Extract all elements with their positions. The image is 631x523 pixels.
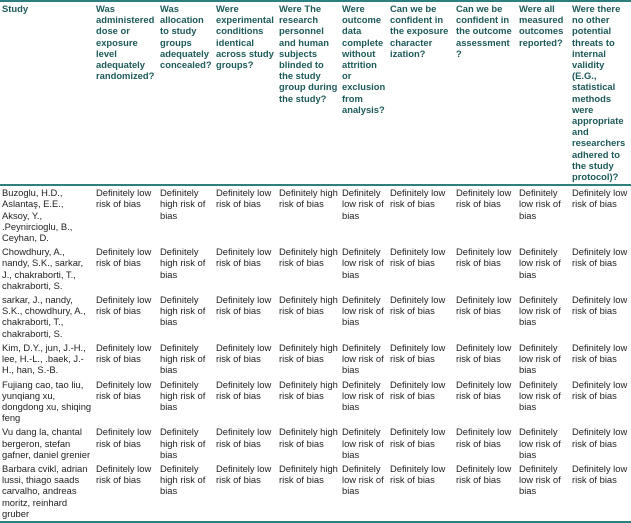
cell-rating: Definitely high risk of bias [160, 426, 206, 460]
cell-rating: Definitely low risk of bias [96, 378, 152, 401]
cell-rating: Definitely low risk of bias [216, 426, 272, 449]
cell-rating: Definitely low risk of bias [216, 462, 272, 486]
cell-rating: Definitely low risk of bias [572, 462, 628, 486]
header-exposure: Can we be confident in the exposure character ization? [390, 3, 449, 59]
cell-rating: Definitely low risk of bias [456, 426, 512, 449]
cell-rating: Definitely high risk of bias [160, 341, 206, 376]
header-outcomes-reported: Were all measured outcomes reported? [519, 3, 564, 48]
cell-rating: Definitely low risk of bias [96, 462, 152, 486]
cell-rating: Definitely low risk of bias [390, 426, 446, 449]
cell-study: Chowdhury, A., nandy, S.K., sarkar, J., chakraborti, T., chakraborti, S. [2, 246, 84, 291]
cell-rating: Definitely low risk of bias [456, 294, 512, 317]
header-blinding: Were The research personnel and human subjects blinded to the study group during the study? [279, 3, 338, 104]
cell-rating: Definitely low risk of bias [342, 246, 384, 280]
cell-rating: Definitely low risk of bias [456, 462, 512, 486]
cell-study: Vu dang la, chantal bergeron, stefan gafner, daniel grenier [2, 426, 91, 460]
header-row [0, 1, 631, 185]
cell-study: Buzoglu, H.D., Aslantaş, E.E., Aksoy, Y., .Peynircioglu, B., Ceyhan, D. [2, 187, 73, 244]
cell-rating: Definitely high risk of bias [279, 246, 338, 269]
cell-study: Barbara cvikl, adrian lussi, thiago saads carvalho, andreas moritz, reinhard gruber [2, 462, 88, 519]
header-allocation: Was allocation to study groups adequately concealed? [160, 3, 212, 71]
cell-rating: Definitely low risk of bias [572, 341, 628, 365]
header-other-threats: Were there no other potential threats to internal validity (E.G., statistical methods were appropriate and researchers adhered to the study protocol)? [572, 3, 626, 183]
cell-rating: Definitely low risk of bias [342, 462, 384, 497]
cell-rating: Definitely low risk of bias [216, 378, 272, 401]
cell-rating: Definitely low risk of bias [96, 426, 152, 449]
cell-rating: Definitely low risk of bias [572, 294, 628, 317]
cell-rating: Definitely low risk of bias [456, 246, 512, 269]
cell-rating: Definitely low risk of bias [216, 246, 272, 269]
cell-rating: Definitely low risk of bias [519, 246, 561, 280]
cell-rating: Definitely low risk of bias [390, 187, 446, 210]
cell-rating: Definitely low risk of bias [342, 378, 384, 412]
cell-rating: Definitely low risk of bias [519, 462, 561, 497]
header-outcome-assessment: Can we be confident in the outcome assessment? [456, 3, 512, 59]
table-header [0, 1, 631, 185]
cell-rating: Definitely low risk of bias [390, 246, 446, 269]
table-row [0, 293, 631, 341]
table-row [0, 378, 631, 426]
cell-rating: Definitely low risk of bias [456, 341, 512, 365]
cell-rating: Definitely low risk of bias [572, 187, 628, 210]
table-row [0, 425, 631, 462]
cell-rating: Definitely high risk of bias [160, 294, 206, 328]
cell-rating: Definitely high risk of bias [279, 341, 338, 365]
header-conditions: Were experimental conditions identical across study groups? [216, 3, 274, 71]
cell-rating: Definitely low risk of bias [456, 187, 512, 210]
table-row [0, 341, 631, 378]
cell-rating: Definitely low risk of bias [519, 426, 561, 460]
cell-rating: Definitely low risk of bias [216, 294, 272, 317]
table-row [0, 462, 631, 522]
cell-rating: Definitely low risk of bias [390, 462, 446, 486]
cell-rating: Definitely high risk of bias [279, 187, 338, 210]
cell-rating: Definitely low risk of bias [519, 294, 561, 328]
cell-rating: Definitely low risk of bias [96, 246, 152, 269]
cell-study: sarkar, J., nandy, S.K., chowdhury, A., chakraborti, T., chakraborti, S. [2, 294, 86, 339]
header-randomization: Was administered dose or exposure level adequately randomized? [96, 3, 155, 82]
header-study: Study [2, 3, 29, 14]
cell-rating: Definitely low risk of bias [519, 187, 561, 221]
cell-rating: Definitely high risk of bias [160, 462, 206, 497]
cell-study: Kim, D.Y., jun, J.-H., lee, H.-L., .baek, J.-H., han, S.-B. [2, 341, 86, 376]
cell-rating: Definitely low risk of bias [342, 294, 384, 328]
cell-rating: Definitely low risk of bias [342, 187, 384, 221]
cell-rating: Definitely low risk of bias [96, 341, 152, 365]
cell-rating: Definitely low risk of bias [519, 378, 561, 412]
cell-rating: Definitely high risk of bias [279, 426, 338, 449]
cell-rating: Definitely low risk of bias [96, 187, 152, 210]
cell-rating: Definitely low risk of bias [456, 378, 512, 401]
cell-rating: Definitely low risk of bias [390, 341, 446, 365]
cell-rating: Definitely high risk of bias [279, 294, 338, 317]
cell-rating: Definitely high risk of bias [160, 378, 206, 412]
cell-rating: Definitely high risk of bias [160, 246, 206, 280]
table-row [0, 245, 631, 293]
header-outcome-data: Were outcome data complete without attrition or exclusion from analysis? [342, 3, 386, 115]
cell-rating: Definitely low risk of bias [342, 426, 384, 460]
cell-rating: Definitely high risk of bias [160, 187, 206, 221]
cell-rating: Definitely low risk of bias [390, 294, 446, 317]
cell-rating: Definitely low risk of bias [96, 294, 152, 317]
cell-rating: Definitely low risk of bias [519, 341, 561, 376]
cell-rating: Definitely low risk of bias [342, 341, 384, 376]
table-body [0, 185, 631, 522]
cell-rating: Definitely high risk of bias [279, 462, 338, 486]
cell-rating: Definitely low risk of bias [216, 341, 272, 365]
cell-rating: Definitely low risk of bias [572, 378, 628, 401]
cell-rating: Definitely low risk of bias [216, 187, 272, 210]
cell-rating: Definitely low risk of bias [572, 426, 628, 449]
cell-rating: Definitely low risk of bias [572, 246, 628, 269]
cell-rating: Definitely high risk of bias [279, 378, 338, 401]
cell-study: Fujiang cao, tao liu, yunqiang xu, dongdong xu, shiqing feng [2, 378, 92, 424]
table-row [0, 185, 631, 245]
cell-rating: Definitely low risk of bias [390, 378, 446, 401]
